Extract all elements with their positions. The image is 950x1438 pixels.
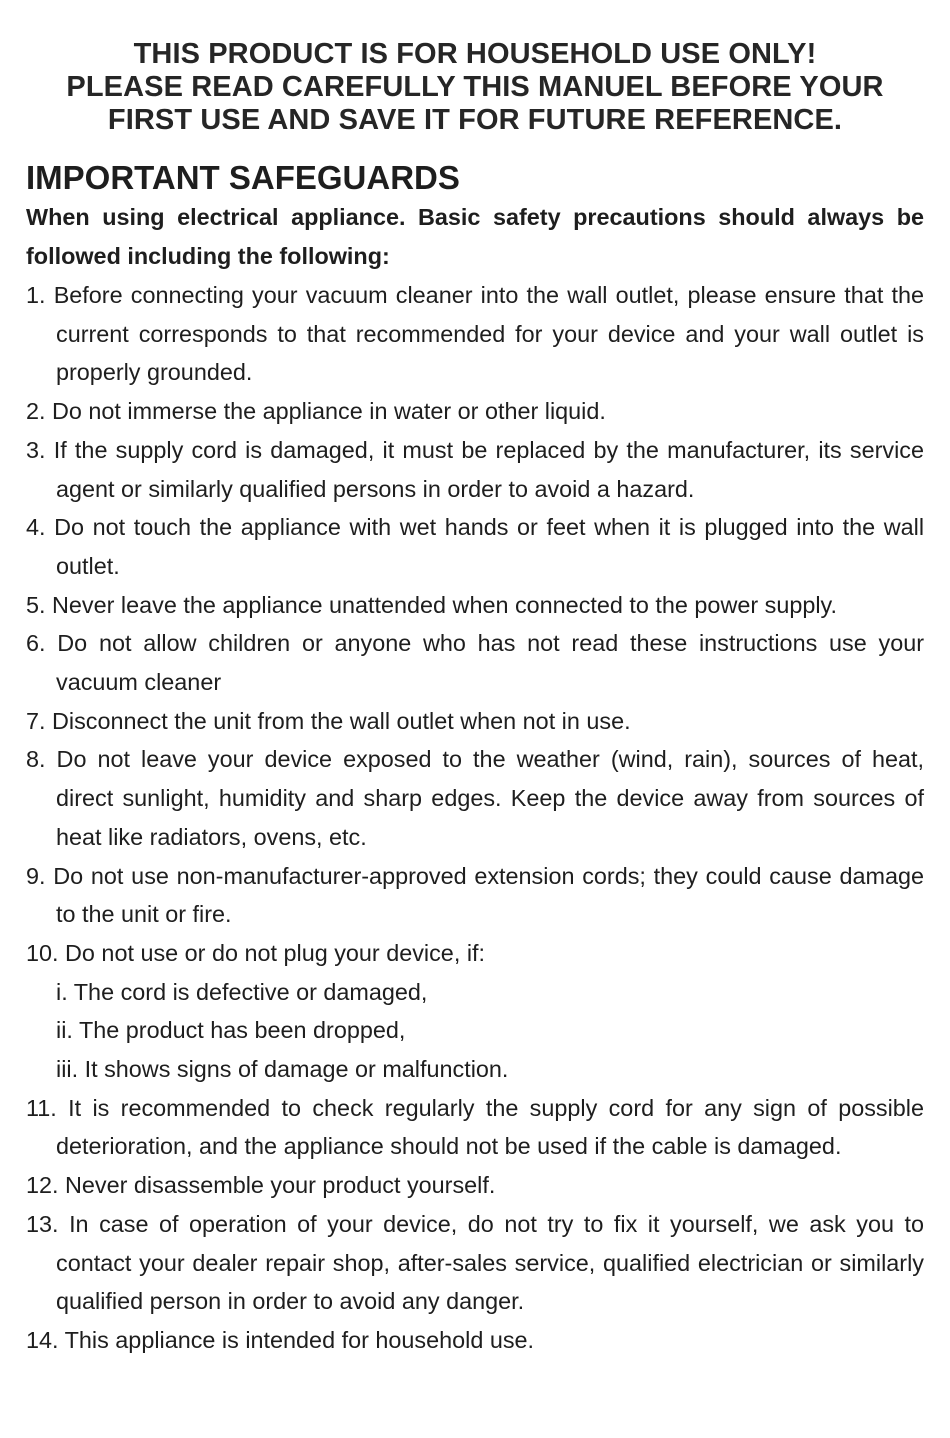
item-number: 11. [26,1094,57,1121]
safeguards-list [26,276,924,1360]
list-item [26,1205,924,1321]
list-item [26,740,924,856]
household-warning-header [0,38,950,137]
item-number: 12. [26,1172,59,1199]
sub-item: i. The cord is defective or damaged, [56,978,428,1005]
item-text: It is recommended to check regularly the supply cord for any sign of possible deterioration, and the appliance should not be used if the cable is damaged. [56,1094,925,1160]
item-number: 10. [26,939,59,966]
safety-intro: When using electrical appliance. Basic safety precautions should always be followed including the following: [26,204,924,269]
list-item [26,934,924,973]
item-text: Never leave the appliance unattended when connected to the power supply. [52,591,838,618]
header-line-2: PLEASE READ CAREFULLY THIS MANUEL BEFORE YOUR [66,71,884,103]
item-text: Disconnect the unit from the wall outlet when not in use. [52,707,631,734]
list-item [26,702,924,741]
item-number: 2. [26,398,46,425]
item-number: 9. [26,862,46,889]
item-number: 3. [26,436,46,463]
header-line-3: FIRST USE AND SAVE IT FOR FUTURE REFERENCE. [107,104,843,136]
list-item [26,1166,924,1205]
item-number: 5. [26,591,46,618]
list-item [26,508,924,585]
item-text: Do not use non-manufacturer-approved extension cords; they could cause damage to the unit or fire. [53,862,924,928]
list-item [26,1089,924,1166]
list-item [26,624,924,701]
list-item [26,857,924,934]
item-text: Do not use or do not plug your device, if: [65,939,486,966]
item-number: 6. [26,630,46,657]
section-title: IMPORTANT SAFEGUARDS [26,159,460,196]
sub-item: ii. The product has been dropped, [56,1017,406,1044]
item-text: In case of operation of your device, do not try to fix it yourself, we ask you to contact your dealer repair shop, after-sales service, qualified electrician or similarly qualified person in order to avoid any danger. [56,1210,925,1315]
item-text: If the supply cord is damaged, it must be replaced by the manufacturer, its service agent or similarly qualified persons in order to avoid a hazard. [53,436,925,502]
item-text: Do not allow children or anyone who has not read these instructions use your vacuum cleaner [56,630,925,696]
item-text: Do not touch the appliance with wet hands or feet when it is plugged into the wall outlet. [54,514,925,579]
list-item [26,586,924,625]
item-number: 8. [26,746,46,773]
header-line-1: THIS PRODUCT IS FOR HOUSEHOLD USE ONLY! [133,38,817,70]
list-item [26,392,924,431]
list-item [26,1321,924,1360]
item-text: Do not leave your device exposed to the weather (wind, rain), sources of heat, direct sunlight, humidity and sharp edges. Keep the device away from sources of heat like radiators, ovens, etc. [56,746,925,850]
item-text: Do not immerse the appliance in water or other liquid. [52,398,606,425]
item-number: 7. [26,707,46,734]
list-item [26,431,924,508]
item-text: This appliance is intended for household use. [64,1326,535,1353]
list-item [26,276,924,392]
item-number: 14. [26,1326,59,1353]
item-text: Before connecting your vacuum cleaner into the wall outlet, please ensure that the current corresponds to that recommended for your device and your wall outlet is properly grounded. [53,282,924,386]
sub-item: iii. It shows signs of damage or malfunction. [56,1056,509,1083]
item-number: 4. [26,514,46,541]
item-number: 1. [26,282,46,308]
item-text: Never disassemble your product yourself. [65,1172,496,1199]
item-number: 13. [26,1210,59,1237]
